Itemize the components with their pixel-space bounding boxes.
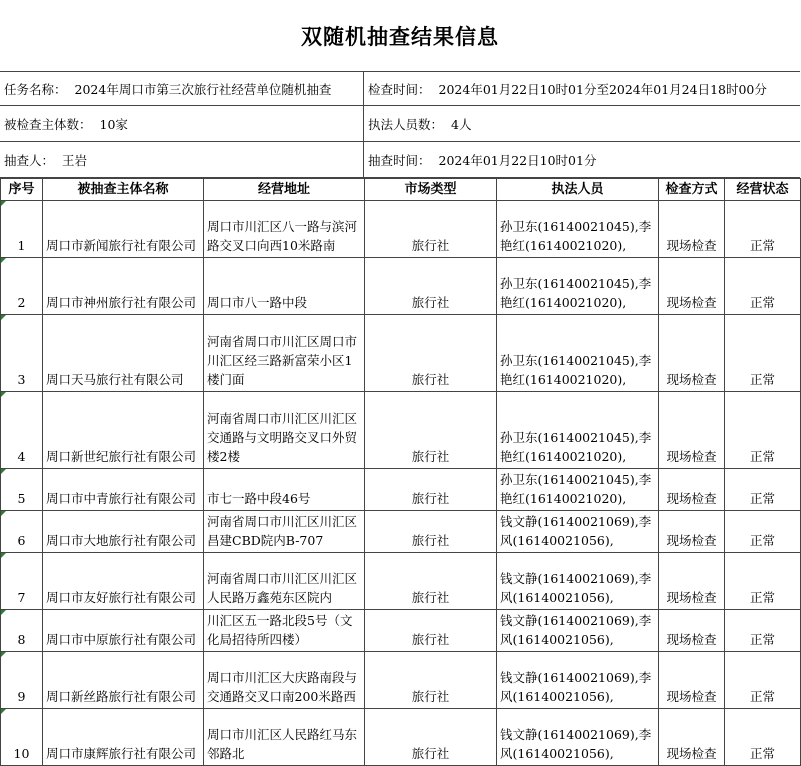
check-method: 现场检查: [659, 469, 725, 511]
business-status: 正常: [725, 258, 801, 315]
subject-count-value: 10家: [99, 116, 128, 132]
check-method: 现场检查: [659, 201, 725, 258]
sampler-cell: [0, 142, 364, 177]
officers: 钱文静(16140021069),李风(16140021056),: [497, 511, 659, 553]
column-header-officers: 执法人员: [497, 179, 659, 201]
table-row: [1, 392, 801, 469]
officers: 孙卫东(16140021045),李艳红(16140021020),: [497, 201, 659, 258]
business-status: 正常: [725, 469, 801, 511]
officers: 钱文静(16140021069),李风(16140021056),: [497, 709, 659, 766]
check-method: 现场检查: [659, 511, 725, 553]
market-type: 旅行社: [365, 511, 497, 553]
title-row: [0, 0, 800, 72]
business-status: 正常: [725, 511, 801, 553]
page-title: 双随机抽查结果信息: [301, 24, 499, 49]
column-header-no: 序号: [1, 179, 43, 201]
officers: 孙卫东(16140021045),李艳红(16140021020),: [497, 469, 659, 511]
market-type: 旅行社: [365, 315, 497, 392]
row-number: 3: [1, 315, 43, 392]
business-status: 正常: [725, 709, 801, 766]
officer-count-label: 执法人员数：: [368, 116, 444, 132]
info-row-count: [0, 106, 800, 142]
subject-count-cell: [0, 106, 364, 141]
table-row: [1, 610, 801, 652]
officers: 钱文静(16140021069),李风(16140021056),: [497, 553, 659, 610]
business-address: 市七一路中段46号: [204, 469, 365, 511]
business-address: 周口市川汇区大庆路南段与交通路交叉口南200米路西: [204, 652, 365, 709]
market-type: 旅行社: [365, 652, 497, 709]
task-value: 2024年周口市第三次旅行社经营单位随机抽查: [74, 81, 332, 97]
officers: 孙卫东(16140021045),李艳红(16140021020),: [497, 258, 659, 315]
table-row: [1, 469, 801, 511]
task-cell: [0, 72, 364, 105]
info-row-sampler: [0, 142, 800, 178]
business-address: 河南省周口市川汇区周口市川汇区经三路新富荣小区1楼门面: [204, 315, 365, 392]
business-address: 周口市川汇区八一路与滨河路交叉口向西10米路南: [204, 201, 365, 258]
table-row: [1, 258, 801, 315]
market-type: 旅行社: [365, 201, 497, 258]
business-status: 正常: [725, 201, 801, 258]
check-method: 现场检查: [659, 258, 725, 315]
subject-name: 周口市中青旅行社有限公司: [43, 469, 204, 511]
check-time-label: 检查时间：: [368, 81, 431, 97]
table-row: [1, 201, 801, 258]
row-number: 6: [1, 511, 43, 553]
subject-name: 周口新世纪旅行社有限公司: [43, 392, 204, 469]
subject-name: 周口新丝路旅行社有限公司: [43, 652, 204, 709]
sample-time-label: 抽查时间：: [368, 152, 431, 168]
info-row-task: [0, 72, 800, 106]
officers: 钱文静(16140021069),李风(16140021056),: [497, 610, 659, 652]
check-time-value: 2024年01月22日10时01分至2024年01月24日18时00分: [438, 81, 767, 97]
table-row: [1, 315, 801, 392]
market-type: 旅行社: [365, 709, 497, 766]
sampler-label: 抽查人：: [4, 152, 55, 168]
column-header-method: 检查方式: [659, 179, 725, 201]
table-row: [1, 553, 801, 610]
column-header-name: 被抽查主体名称: [43, 179, 204, 201]
row-number: 8: [1, 610, 43, 652]
business-address: 河南省周口市川汇区川汇区昌建CBD院内B-707: [204, 511, 365, 553]
check-method: 现场检查: [659, 610, 725, 652]
market-type: 旅行社: [365, 469, 497, 511]
officers: 钱文静(16140021069),李风(16140021056),: [497, 652, 659, 709]
subject-name: 周口市友好旅行社有限公司: [43, 553, 204, 610]
check-method: 现场检查: [659, 709, 725, 766]
market-type: 旅行社: [365, 553, 497, 610]
officer-count-cell: [364, 106, 800, 141]
business-address: 周口市八一路中段: [204, 258, 365, 315]
column-header-type: 市场类型: [365, 179, 497, 201]
row-number: 4: [1, 392, 43, 469]
column-header-status: 经营状态: [725, 179, 801, 201]
row-number: 7: [1, 553, 43, 610]
subject-count-label: 被检查主体数：: [4, 116, 92, 132]
table-header-row: [1, 179, 801, 201]
business-status: 正常: [725, 392, 801, 469]
check-method: 现场检查: [659, 553, 725, 610]
subject-name: 周口市新闻旅行社有限公司: [43, 201, 204, 258]
business-status: 正常: [725, 610, 801, 652]
table-row: [1, 511, 801, 553]
check-method: 现场检查: [659, 315, 725, 392]
check-method: 现场检查: [659, 392, 725, 469]
officers: 孙卫东(16140021045),李艳红(16140021020),: [497, 315, 659, 392]
row-number: 1: [1, 201, 43, 258]
table-row: [1, 709, 801, 766]
officer-count-value: 4人: [451, 116, 472, 132]
business-status: 正常: [725, 652, 801, 709]
subject-name: 周口市神州旅行社有限公司: [43, 258, 204, 315]
sample-time-cell: [364, 142, 800, 177]
subject-name: 周口市中原旅行社有限公司: [43, 610, 204, 652]
business-address: 周口市川汇区人民路红马东邻路北: [204, 709, 365, 766]
check-time-cell: [364, 72, 800, 105]
check-method: 现场检查: [659, 652, 725, 709]
row-number: 2: [1, 258, 43, 315]
subject-name: 周口市大地旅行社有限公司: [43, 511, 204, 553]
row-number: 10: [1, 709, 43, 766]
business-address: 河南省周口市川汇区川汇区交通路与文明路交叉口外贸楼2楼: [204, 392, 365, 469]
market-type: 旅行社: [365, 610, 497, 652]
business-address: 河南省周口市川汇区川汇区人民路万鑫苑东区院内: [204, 553, 365, 610]
subject-name: 周口天马旅行社有限公司: [43, 315, 204, 392]
task-label: 任务名称：: [4, 81, 67, 97]
market-type: 旅行社: [365, 392, 497, 469]
sample-time-value: 2024年01月22日10时01分: [438, 152, 597, 168]
business-status: 正常: [725, 553, 801, 610]
table-row: [1, 652, 801, 709]
column-header-address: 经营地址: [204, 179, 365, 201]
market-type: 旅行社: [365, 258, 497, 315]
subject-name: 周口市康辉旅行社有限公司: [43, 709, 204, 766]
sampler-value: 王岩: [62, 152, 88, 168]
business-status: 正常: [725, 315, 801, 392]
row-number: 9: [1, 652, 43, 709]
business-address: 川汇区五一路北段5号（文化局招待所四楼）: [204, 610, 365, 652]
results-table: [0, 178, 801, 766]
row-number: 5: [1, 469, 43, 511]
officers: 孙卫东(16140021045),李艳红(16140021020),: [497, 392, 659, 469]
